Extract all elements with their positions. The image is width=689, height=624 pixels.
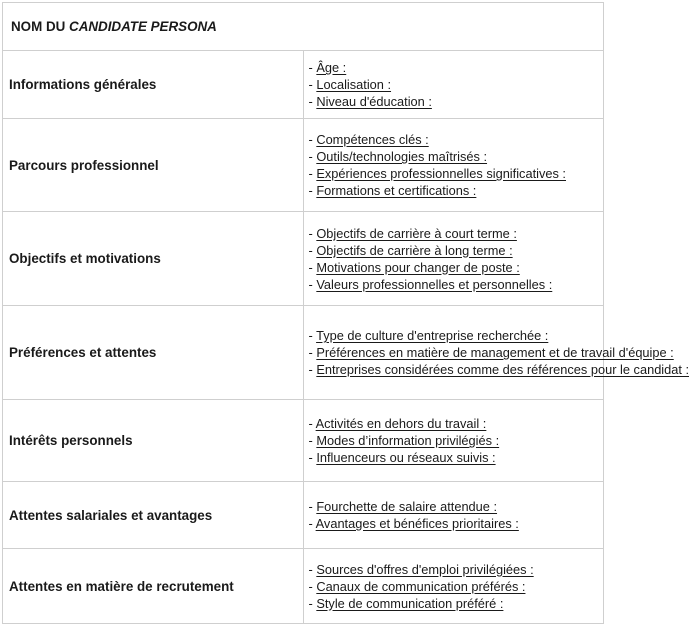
list-item: - Objectifs de carrière à court terme : [308, 225, 517, 241]
section-row-preferences-expectations [3, 306, 604, 400]
item-text: Canaux de communication préférés : [316, 578, 526, 594]
section-items [303, 482, 604, 549]
item-text: Motivations pour changer de poste : [316, 259, 520, 275]
item-text: Entreprises considérées comme des références pour le candidat : [316, 362, 689, 377]
list-item: - Activités en dehors du travail : [308, 416, 487, 431]
list-item: - Type de culture d'entreprise recherchée : [308, 328, 549, 343]
section-items [303, 306, 689, 400]
item-text: Activités en dehors du travail : [315, 416, 487, 431]
list-item: - Âge : [308, 60, 347, 75]
item-text: Âge : [316, 60, 347, 75]
section-label: Objectifs et motivations [3, 212, 304, 306]
list-item: - Modes d’information privilégiés : [308, 433, 500, 448]
list-item: - Motivations pour changer de poste : [308, 259, 520, 275]
list-item: - Valeurs professionnelles et personnelles : [308, 276, 553, 292]
section-row-professional-background [3, 119, 604, 212]
section-label: Préférences et attentes [3, 306, 304, 400]
list-item: - Canaux de communication préférés : [308, 578, 526, 594]
section-label: Attentes salariales et avantages [3, 482, 304, 549]
section-items [303, 51, 604, 119]
list-item: - Fourchette de salaire attendue : [308, 499, 498, 514]
section-label: Parcours professionnel [3, 119, 304, 212]
section-label: Informations générales [3, 51, 304, 119]
list-item: - Expériences professionnelles significatives : [308, 166, 566, 181]
item-text: Style de communication préféré : [316, 595, 504, 611]
list-item: - Localisation : [308, 77, 392, 92]
item-text: Outils/technologies maîtrisés : [316, 149, 488, 164]
item-text: Valeurs professionnelles et personnelles : [316, 276, 553, 292]
item-text: Fourchette de salaire attendue : [316, 499, 498, 514]
list-item: - Sources d'offres d'emploi privilégiées : [308, 561, 534, 577]
list-item: - Compétences clés : [308, 132, 429, 147]
item-text: Formations et certifications : [316, 183, 477, 198]
title-prefix: NOM DU [11, 19, 70, 34]
list-item: - Préférences en matière de management et de travail d'équipe : [308, 345, 674, 360]
section-items [303, 549, 604, 624]
section-label: Intérêts personnels [3, 400, 304, 482]
item-text: Expériences professionnelles significatives : [316, 166, 566, 181]
item-text: Compétences clés : [316, 132, 429, 147]
list-item: - Niveau d'éducation : [308, 94, 432, 109]
section-items [303, 212, 604, 306]
section-row-general-info [3, 51, 604, 119]
table-header-row [3, 3, 604, 51]
item-text: Influenceurs ou réseaux suivis : [316, 450, 496, 465]
candidate-persona-table [2, 2, 689, 624]
section-row-goals-motivations [3, 212, 604, 306]
item-text: Type de culture d'entreprise recherchée : [316, 328, 549, 343]
list-item: - Influenceurs ou réseaux suivis : [308, 450, 496, 465]
section-items [303, 400, 604, 482]
item-text: Objectifs de carrière à court terme : [316, 225, 517, 241]
list-item: - Avantages et bénéfices prioritaires : [308, 516, 519, 531]
list-item: - Formations et certifications : [308, 183, 477, 198]
section-row-recruitment-expectations [3, 549, 604, 624]
section-items [303, 119, 604, 212]
list-item: - Style de communication préféré : [308, 595, 504, 611]
item-text: Localisation : [316, 77, 392, 92]
item-text: Niveau d'éducation : [316, 94, 432, 109]
list-item: - Entreprises considérées comme des références pour le candidat : [308, 362, 689, 377]
list-item: - Objectifs de carrière à long terme : [308, 242, 513, 258]
section-label: Attentes en matière de recrutement [3, 549, 304, 624]
item-text: Sources d'offres d'emploi privilégiées : [316, 561, 534, 577]
item-text: Objectifs de carrière à long terme : [316, 242, 513, 258]
section-row-personal-interests [3, 400, 604, 482]
item-text: Avantages et bénéfices prioritaires : [315, 516, 519, 531]
section-row-salary-benefits [3, 482, 604, 549]
title-emphasis: CANDIDATE PERSONA [69, 19, 217, 34]
item-text: Modes d’information privilégiés : [316, 433, 500, 448]
list-item: - Outils/technologies maîtrisés : [308, 149, 488, 164]
item-text: Préférences en matière de management et de travail d'équipe : [316, 345, 674, 360]
table-title [3, 3, 604, 51]
